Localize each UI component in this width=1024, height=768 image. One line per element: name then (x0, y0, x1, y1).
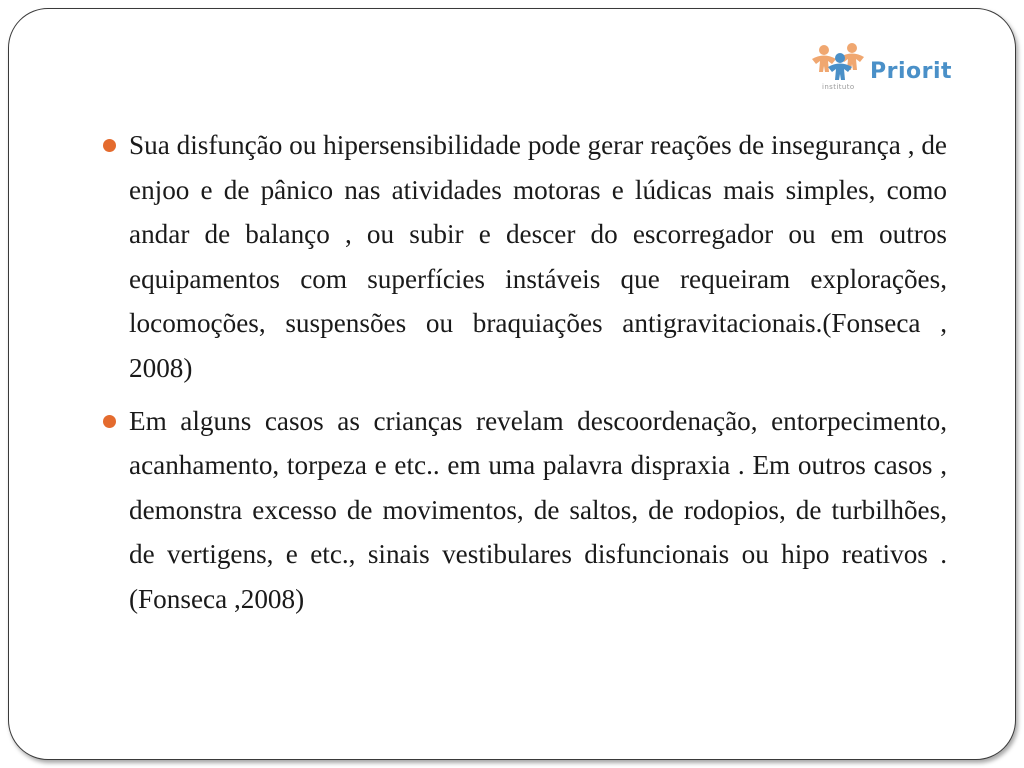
bullet-item (100, 123, 947, 391)
bullet-item (100, 399, 947, 622)
priorit-logo (810, 42, 970, 98)
logo-brand-text: Priorit (870, 59, 953, 84)
bullet-dot-icon (103, 415, 116, 428)
bullet-text: Sua disfunção ou hipersensibilidade pode gerar reações de insegurança , de enjoo e de pânico nas atividades motoras e lúdicas mais simples, como andar de balanço , ou subir e descer do escorregador ou em outros equipamentos com superfícies instáveis que requeiram explorações, locomoções, suspensões ou braquiações antigravitacionais.(Fonseca , 2008) (129, 130, 947, 383)
bullet-text: Em alguns casos as crianças revelam descoordenação, entorpecimento, acanhamento, torpeza e etc.. em uma palavra dispraxia . Em outros casos , demonstra excesso de movimentos, de saltos, de rodopios, de turbilhões, de vertigens, e etc., sinais vestibulares disfuncionais ou hipo reativos .(Fonseca ,2008) (129, 405, 947, 614)
bullet-dot-icon (103, 139, 116, 152)
bullet-list (100, 123, 947, 622)
logo-small-text: instituto (822, 83, 855, 91)
